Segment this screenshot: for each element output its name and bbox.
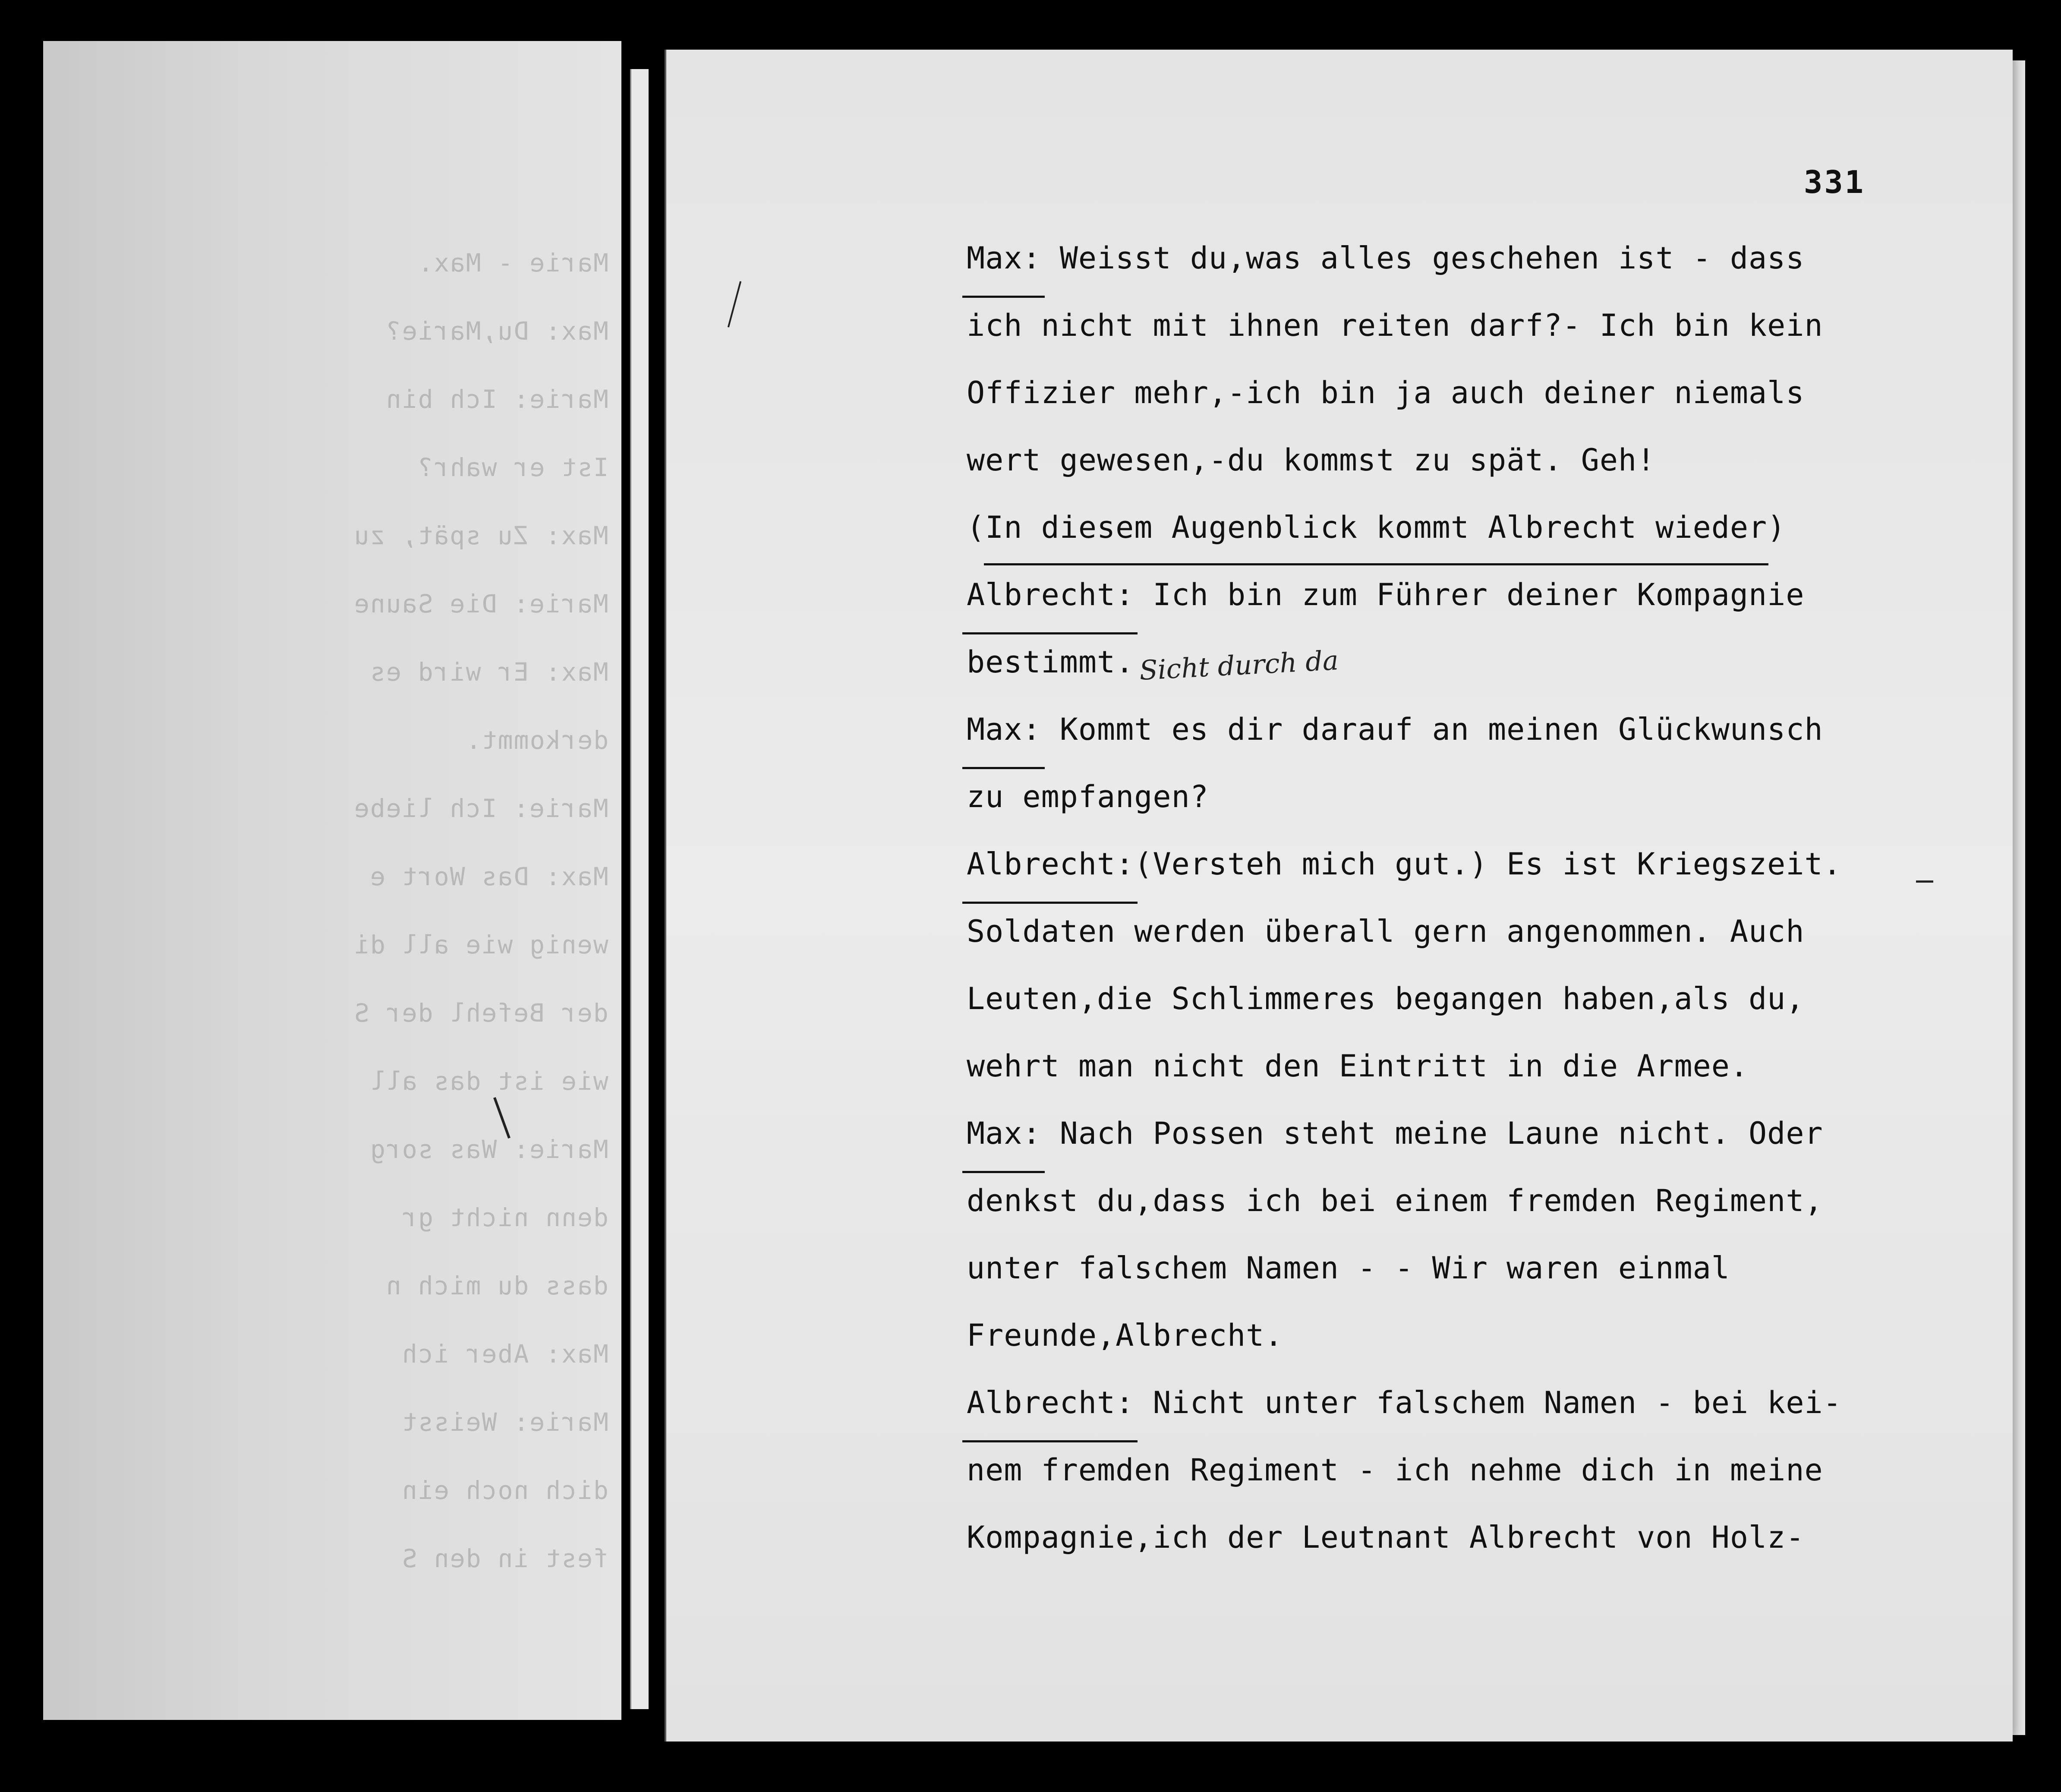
text-line <box>967 1302 1959 1369</box>
text-line <box>967 965 1959 1032</box>
bleed-line: wie ist das all <box>369 1066 608 1096</box>
bleed-line: Max: Du,Marie? <box>385 316 608 346</box>
text-line <box>967 1504 1959 1571</box>
line-text: zu empfangen? <box>967 779 1209 814</box>
text-line <box>967 359 1959 426</box>
line-text: Kommt es dir darauf an meinen Glückwunsch <box>1041 712 1823 747</box>
page-number: 331 <box>1804 164 1866 200</box>
bleed-line: Marie: Ich bin <box>385 385 608 414</box>
bleed-line: dich noch ein <box>401 1476 608 1505</box>
bleed-line: Max: Aber ich <box>401 1339 608 1369</box>
line-text: Nicht unter falschem Namen - bei kei- <box>1134 1385 1842 1420</box>
line-text: Freunde,Albrecht. <box>967 1318 1283 1353</box>
text-line <box>967 1032 1959 1100</box>
speaker-name: Albrecht: <box>967 561 1134 628</box>
bleed-line: wenig wie all di <box>353 930 608 959</box>
handwritten-annotation: Sicht durch da <box>1138 644 1339 687</box>
speaker-name: Albrecht: <box>967 830 1134 898</box>
speaker-name: Albrecht: <box>967 1369 1134 1436</box>
line-text: Offizier mehr,-ich bin ja auch deiner niemals <box>967 375 1805 410</box>
line-text: denkst du,dass ich bei einem fremden Regiment, <box>967 1183 1823 1218</box>
bleed-line: Marie - Max. <box>417 248 608 278</box>
text-line <box>967 830 1959 898</box>
line-text: unter falschem Namen - - Wir waren einmal <box>967 1250 1730 1286</box>
text-line <box>967 292 1959 359</box>
page-stack-edge <box>2011 60 2025 1735</box>
speaker-name: Max: <box>967 224 1041 292</box>
text-line <box>967 763 1959 830</box>
speaker-name: Max: <box>967 696 1041 763</box>
bleed-line: Marie: Ich liebe <box>353 794 608 823</box>
text-line <box>967 1100 1959 1167</box>
bleed-line: Marie: Was sorg <box>369 1135 608 1164</box>
text-line <box>967 224 1959 292</box>
bleed-line: Marie: Die Saune <box>353 589 608 618</box>
bleed-line: der Befehl der S <box>353 998 608 1028</box>
line-text: nem fremden Regiment - ich nehme dich in meine <box>967 1452 1823 1488</box>
left-page-bleed-through <box>43 41 621 1720</box>
text-line <box>967 696 1959 763</box>
bleed-line: denn nicht gr <box>401 1203 608 1232</box>
text-line <box>967 426 1959 494</box>
line-text: wert gewesen,-du kommst zu spät. Geh! <box>967 442 1656 478</box>
text-line <box>967 1369 1959 1436</box>
bleed-line: Max: Zu spät, zu <box>353 521 608 550</box>
line-text: ich nicht mit ihnen reiten darf?- Ich bin kein <box>967 308 1823 343</box>
line-text: wehrt man nicht den Eintritt in die Armee. <box>967 1048 1749 1084</box>
line-text: Leuten,die Schlimmeres begangen haben,als du, <box>967 981 1805 1016</box>
line-text: Kompagnie,ich der Leutnant Albrecht von Holz- <box>967 1520 1805 1555</box>
page-stack-edge <box>630 69 649 1709</box>
text-line <box>967 561 1959 628</box>
line-text: (Versteh mich gut.) Es ist Kriegszeit. <box>1134 846 1842 882</box>
bleed-line: Max: Er wird es <box>369 657 608 687</box>
text-line <box>967 1167 1959 1234</box>
line-text: Soldaten werden überall gern angenommen. Auch <box>967 914 1805 949</box>
line-text: Weisst du,was alles geschehen ist - dass <box>1041 240 1805 276</box>
text-line <box>967 898 1959 965</box>
stage-direction: (In diesem Augenblick kommt Albrecht wieder) <box>967 494 1786 561</box>
text-line <box>967 1436 1959 1504</box>
bleed-line: Marie: Weisst <box>401 1407 608 1437</box>
bleed-line: Max: Das Wort e <box>369 862 608 891</box>
line-text: Nach Possen steht meine Laune nicht. Oder <box>1041 1116 1823 1151</box>
typescript-text <box>967 224 1959 1571</box>
text-line <box>967 628 1959 696</box>
bleed-line: dass du mich n <box>385 1271 608 1300</box>
text-line <box>967 1234 1959 1302</box>
line-text: bestimmt. <box>967 644 1134 680</box>
scratch-mark <box>1916 880 1933 883</box>
line-text: Ich bin zum Führer deiner Kompagnie <box>1134 577 1805 612</box>
bleed-line: derkommt. <box>465 726 608 755</box>
text-line <box>967 494 1959 561</box>
speaker-name: Max: <box>967 1100 1041 1167</box>
bleed-line: fest in den S <box>401 1544 608 1573</box>
bleed-line: Ist er wahr? <box>417 453 608 482</box>
left-page <box>43 41 621 1720</box>
